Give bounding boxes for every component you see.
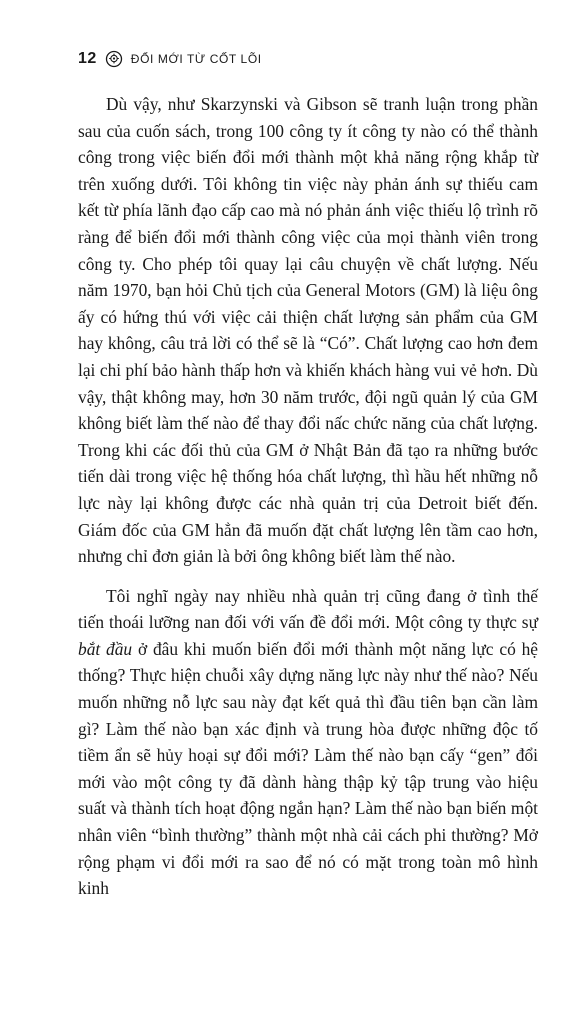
paragraph-text: ở đâu khi muốn biến đổi mới thành một năng lực có hệ thống? Thực hiện chuỗi xây dựng năng lực này như thế nào? Nếu muốn những nỗ lực sau này đạt kết quả thì đầu tiên bạn cần làm gì? Làm thế nào bạn xác định và trung hòa được những độc tố tiềm ẩn sẽ hủy hoại sự đổi mới? Làm thế nào bạn cấy “gen” đổi mới vào một công ty đã dành hàng thập kỷ tập trung vào hiệu suất và thành tích hoạt động ngắn hạn? Làm thế nào bạn biến một nhân viên “bình thường” thành một nhà cải cách phi thường? Mở rộng phạm vi đổi mới ra sao để nó có mặt trong toàn mô hình kinh <box>78 638 538 899</box>
page-number: 12 <box>78 50 97 67</box>
paragraph-text: Tôi nghĩ ngày nay nhiều nhà quản trị cũng đang ở tình thế tiến thoái lưỡng nan đối với vấn đề đổi mới. Một công ty thực sự <box>78 585 538 633</box>
italic-emphasis: bắt đầu <box>78 638 133 659</box>
head-gear-icon <box>105 50 123 68</box>
body-text <box>78 91 538 902</box>
paragraph: Dù vậy, như Skarzynski và Gibson sẽ tranh luận trong phần sau của cuốn sách, trong 100 công ty ít công ty nào có thể thành công trong việc biến đổi mới thành một khả năng rộng khắp từ trên xuống dưới. Tôi không tin việc này phản ánh sự thiếu cam kết từ phía lãnh đạo cấp cao mà nó phản ánh việc thiếu lộ trình rõ ràng để biến đổi mới thành công việc của mọi thành viên trong công ty. Cho phép tôi quay lại câu chuyện về chất lượng. Nếu năm 1970, bạn hỏi Chủ tịch của General Motors (GM) là liệu ông ấy có hứng thú với việc cải thiện chất lượng sản phẩm của GM hay không, câu trả lời có thể sẽ là “Có”. Chất lượng cao hơn đem lại chi phí bảo hành thấp hơn và khiến khách hàng vui vẻ hơn. Dù vậy, thật không may, hơn 30 năm trước, đội ngũ quản lý của GM không biết làm thế nào để thay đổi nấc chức năng của chất lượng. Trong khi các đối thủ của GM ở Nhật Bản đã tạo ra những bước tiến dài trong việc hệ thống hóa chất lượng, thì hầu hết những nỗ lực này lại không được các nhà quản trị của Detroit biết đến. Giám đốc của GM hẳn đã muốn đặt chất lượng lên tầm cao hơn, nhưng chỉ đơn giản là bởi ông không biết làm thế nào. <box>78 94 538 567</box>
paragraph <box>78 583 538 902</box>
page-header <box>78 50 262 68</box>
running-title: ĐỔI MỚI TỪ CỐT LÕI <box>130 52 262 66</box>
